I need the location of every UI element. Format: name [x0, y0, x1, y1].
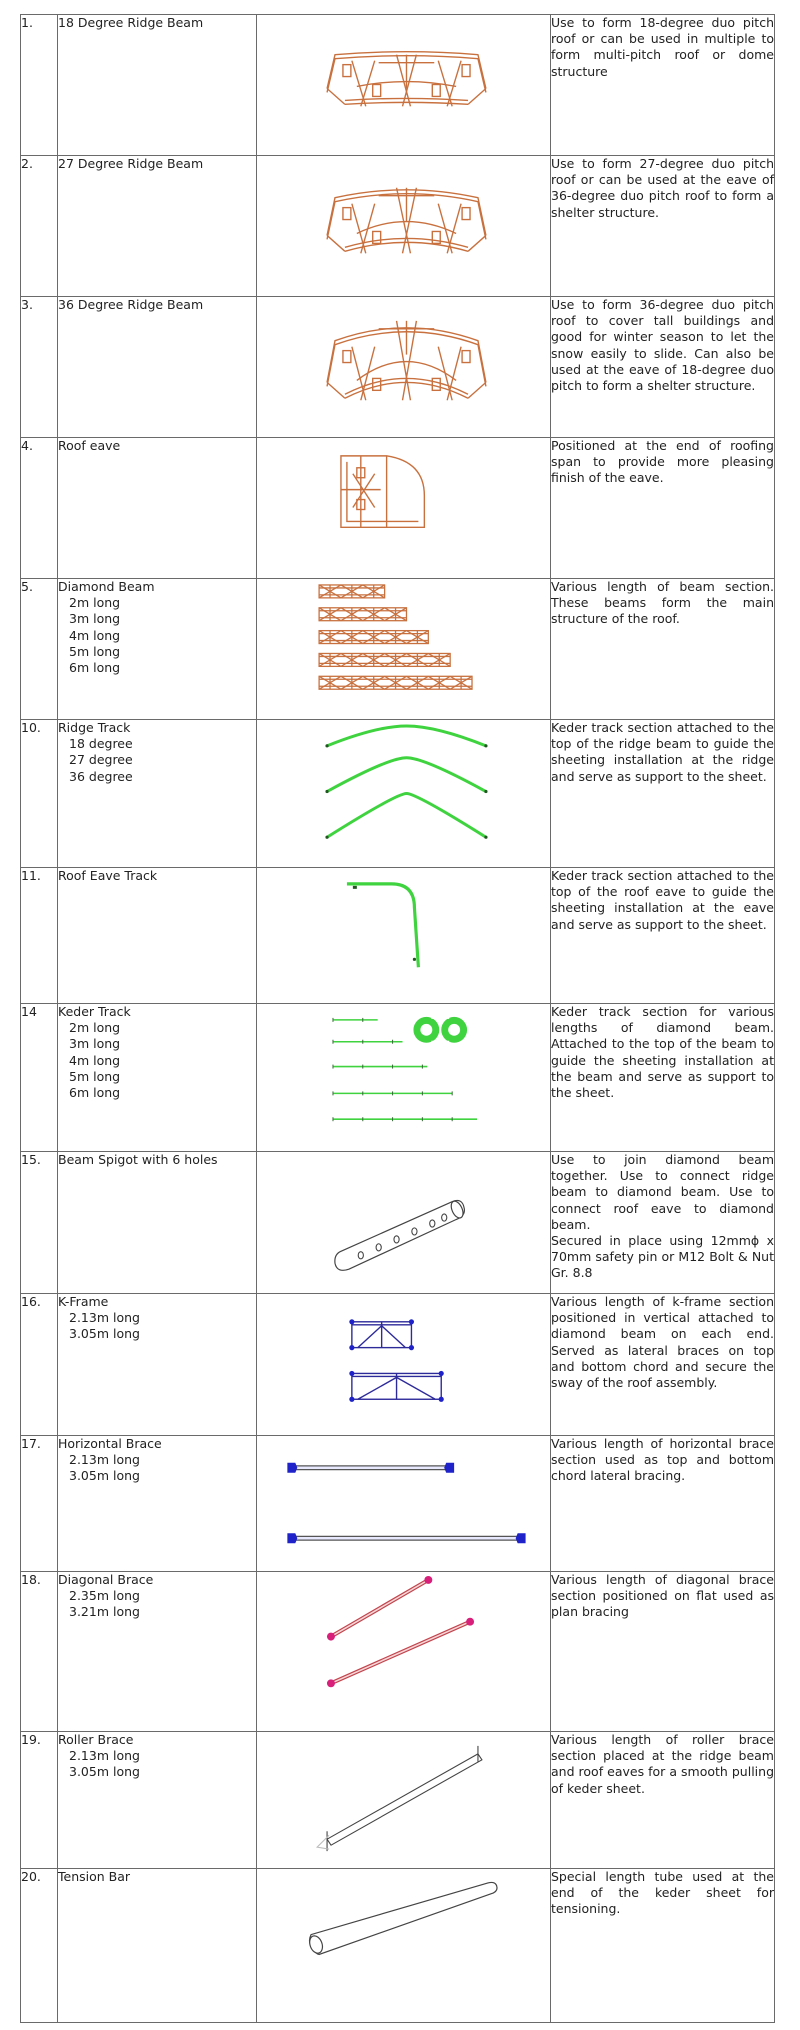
item-description-cell	[551, 156, 775, 297]
item-number: 18.	[21, 1572, 58, 1732]
item-name: K-Frame	[58, 1294, 109, 1309]
item-description: Various length of horizontal brace section used as top and bottom chord lateral bracing.	[551, 1436, 774, 1484]
item-description-cell	[551, 720, 775, 868]
item-number: 2.	[21, 156, 58, 297]
item-variant: 2m long	[69, 1020, 121, 1036]
ridge-beam-36-icon	[257, 297, 550, 437]
item-name: Horizontal Brace	[58, 1436, 162, 1451]
item-number: 11.	[21, 868, 58, 1004]
item-variant: 4m long	[69, 1052, 121, 1068]
item-number: 19.	[21, 1732, 58, 1869]
item-name-cell	[58, 1732, 257, 1869]
item-description: Keder track section for various lengths of diamond beam. Attached to the top of the beam to guide the sheeting installation at the beam and serve as support to the sheet.	[551, 1004, 774, 1101]
item-description-cell	[551, 1004, 775, 1152]
item-illustration-cell	[257, 1572, 551, 1732]
table-row	[21, 1869, 775, 2023]
ridge-beam-27-icon	[257, 156, 550, 296]
item-variant: 4m long	[69, 627, 121, 643]
item-name: Roller Brace	[58, 1732, 134, 1747]
item-name: Roof Eave Track	[58, 868, 158, 883]
item-variant: 3.05m long	[69, 1468, 140, 1484]
diagonal-brace-icon	[257, 1572, 550, 1731]
item-description: Keder track section attached to the top of the ridge beam to guide the sheeting installation at the ridge and serve as support to the sheet.	[551, 720, 774, 784]
item-variant: 18 degree	[69, 736, 133, 752]
item-illustration-cell	[257, 868, 551, 1004]
item-description-cell	[551, 15, 775, 156]
item-number: 14	[21, 1004, 58, 1152]
item-number: 1.	[21, 15, 58, 156]
item-description: Keder track section attached to the top of the roof eave to guide the sheeting installation at the eave and serve as support to the sheet.	[551, 868, 774, 932]
item-description-cell	[551, 438, 775, 579]
item-variant: 27 degree	[69, 752, 133, 768]
beam-spigot-icon	[257, 1152, 550, 1293]
item-name: 18 Degree Ridge Beam	[58, 15, 204, 30]
item-name: Keder Track	[58, 1004, 131, 1019]
item-variant: 3.05m long	[69, 1326, 140, 1342]
table-row	[21, 438, 775, 579]
item-variant: 2m long	[69, 595, 121, 611]
item-number: 3.	[21, 297, 58, 438]
item-name: Diagonal Brace	[58, 1572, 154, 1587]
item-illustration-cell	[257, 156, 551, 297]
table-row	[21, 720, 775, 868]
item-description: Special length tube used at the end of the keder sheet for tensioning.	[551, 1869, 774, 1917]
item-description: Positioned at the end of roofing span to provide more pleasing finish of the eave.	[551, 438, 774, 486]
item-description: Use to join diamond beam together. Use to connect ridge beam to diamond beam. Use to connect roof eave to diamond beam.	[551, 1152, 774, 1232]
item-name-cell	[58, 868, 257, 1004]
item-name: Roof eave	[58, 438, 121, 453]
item-illustration-cell	[257, 579, 551, 720]
table-row	[21, 156, 775, 297]
item-name-cell	[58, 156, 257, 297]
item-variant: 3m long	[69, 611, 121, 627]
item-variant: 6m long	[69, 660, 121, 676]
table-row	[21, 1732, 775, 1869]
item-name: 27 Degree Ridge Beam	[58, 156, 204, 171]
item-name-cell	[58, 1004, 257, 1152]
item-description-cell	[551, 297, 775, 438]
item-illustration-cell	[257, 1436, 551, 1572]
item-name: 36 Degree Ridge Beam	[58, 297, 204, 312]
components-table	[20, 14, 775, 2023]
item-description: Use to form 27-degree duo pitch roof or can be used at the eave of 36-degree duo pitch roof to form a shelter structure.	[551, 156, 774, 220]
item-name: Ridge Track	[58, 720, 131, 735]
item-name-cell	[58, 720, 257, 868]
item-description-cell	[551, 1152, 775, 1294]
item-description: Various length of beam section. These beams form the main structure of the roof.	[551, 579, 774, 627]
item-number: 4.	[21, 438, 58, 579]
item-name: Tension Bar	[58, 1869, 131, 1884]
item-name-cell	[58, 1436, 257, 1572]
item-description: Secured in place using 12mmϕ x 70mm safety pin or M12 Bolt & Nut Gr. 8.8	[551, 1233, 774, 1281]
item-description: Use to form 36-degree duo pitch roof to cover tall buildings and good for winter season to let the snow easily to slide. Can also be used at the eave of 18-degree duo pitch to form a shelter structure.	[551, 297, 774, 394]
table-row	[21, 15, 775, 156]
item-description-cell	[551, 1732, 775, 1869]
item-description: Various length of roller brace section placed at the ridge beam and roof eaves for a smooth pulling of keder sheet.	[551, 1732, 774, 1796]
item-number: 10.	[21, 720, 58, 868]
roof-eave-icon	[257, 438, 550, 578]
item-variant: 3m long	[69, 1036, 121, 1052]
item-description-cell	[551, 1294, 775, 1436]
item-variant: 2.13m long	[69, 1748, 140, 1764]
table-row	[21, 1004, 775, 1152]
item-description-cell	[551, 1572, 775, 1732]
item-variant: 2.35m long	[69, 1588, 140, 1604]
roof-eave-track-icon	[257, 868, 550, 1003]
item-description-cell	[551, 868, 775, 1004]
table-row	[21, 1294, 775, 1436]
item-name-cell	[58, 438, 257, 579]
item-illustration-cell	[257, 1732, 551, 1869]
ridge-track-icon	[257, 720, 550, 867]
table-row	[21, 1152, 775, 1294]
table-row	[21, 868, 775, 1004]
item-description: Use to form 18-degree duo pitch roof or can be used in multiple to form multi-pitch roof or dome structure	[551, 15, 774, 79]
item-name-cell	[58, 1572, 257, 1732]
keder-track-icon	[257, 1004, 550, 1151]
item-description: Various length of k-frame section positioned in vertical attached to diamond beam on each end. Served as lateral braces on top and bottom chord and secure the sway of the roof assembly.	[551, 1294, 774, 1391]
item-variant: 2.13m long	[69, 1310, 140, 1326]
item-name: Diamond Beam	[58, 579, 155, 594]
table-row	[21, 1572, 775, 1732]
k-frame-icon	[257, 1294, 550, 1435]
item-name-cell	[58, 1869, 257, 2023]
item-name: Beam Spigot with 6 holes	[58, 1152, 218, 1167]
item-variant: 6m long	[69, 1085, 121, 1101]
item-illustration-cell	[257, 1869, 551, 2023]
diamond-beam-icon	[257, 579, 550, 719]
item-description-cell	[551, 1869, 775, 2023]
item-number: 16.	[21, 1294, 58, 1436]
item-description-cell	[551, 1436, 775, 1572]
item-name-cell	[58, 1294, 257, 1436]
item-number: 15.	[21, 1152, 58, 1294]
roller-brace-icon	[257, 1732, 550, 1868]
item-illustration-cell	[257, 720, 551, 868]
item-illustration-cell	[257, 438, 551, 579]
table-row	[21, 579, 775, 720]
item-name-cell	[58, 15, 257, 156]
item-number: 20.	[21, 1869, 58, 2023]
item-illustration-cell	[257, 1152, 551, 1294]
item-variant: 2.13m long	[69, 1452, 140, 1468]
item-variant: 5m long	[69, 1068, 121, 1084]
item-variant: 36 degree	[69, 768, 133, 784]
item-illustration-cell	[257, 15, 551, 156]
ridge-beam-18-icon	[257, 15, 550, 155]
item-description-cell	[551, 579, 775, 720]
item-name-cell	[58, 1152, 257, 1294]
item-number: 17.	[21, 1436, 58, 1572]
item-illustration-cell	[257, 1004, 551, 1152]
item-illustration-cell	[257, 1294, 551, 1436]
item-variant: 3.21m long	[69, 1604, 140, 1620]
horizontal-brace-icon	[257, 1436, 550, 1571]
item-variant: 5m long	[69, 643, 121, 659]
item-number: 5.	[21, 579, 58, 720]
tension-bar-icon	[257, 1869, 550, 2022]
item-name-cell	[58, 579, 257, 720]
item-variant: 3.05m long	[69, 1764, 140, 1780]
item-name-cell	[58, 297, 257, 438]
item-description: Various length of diagonal brace section positioned on flat used as plan bracing	[551, 1572, 774, 1620]
table-row	[21, 297, 775, 438]
item-illustration-cell	[257, 297, 551, 438]
table-row	[21, 1436, 775, 1572]
